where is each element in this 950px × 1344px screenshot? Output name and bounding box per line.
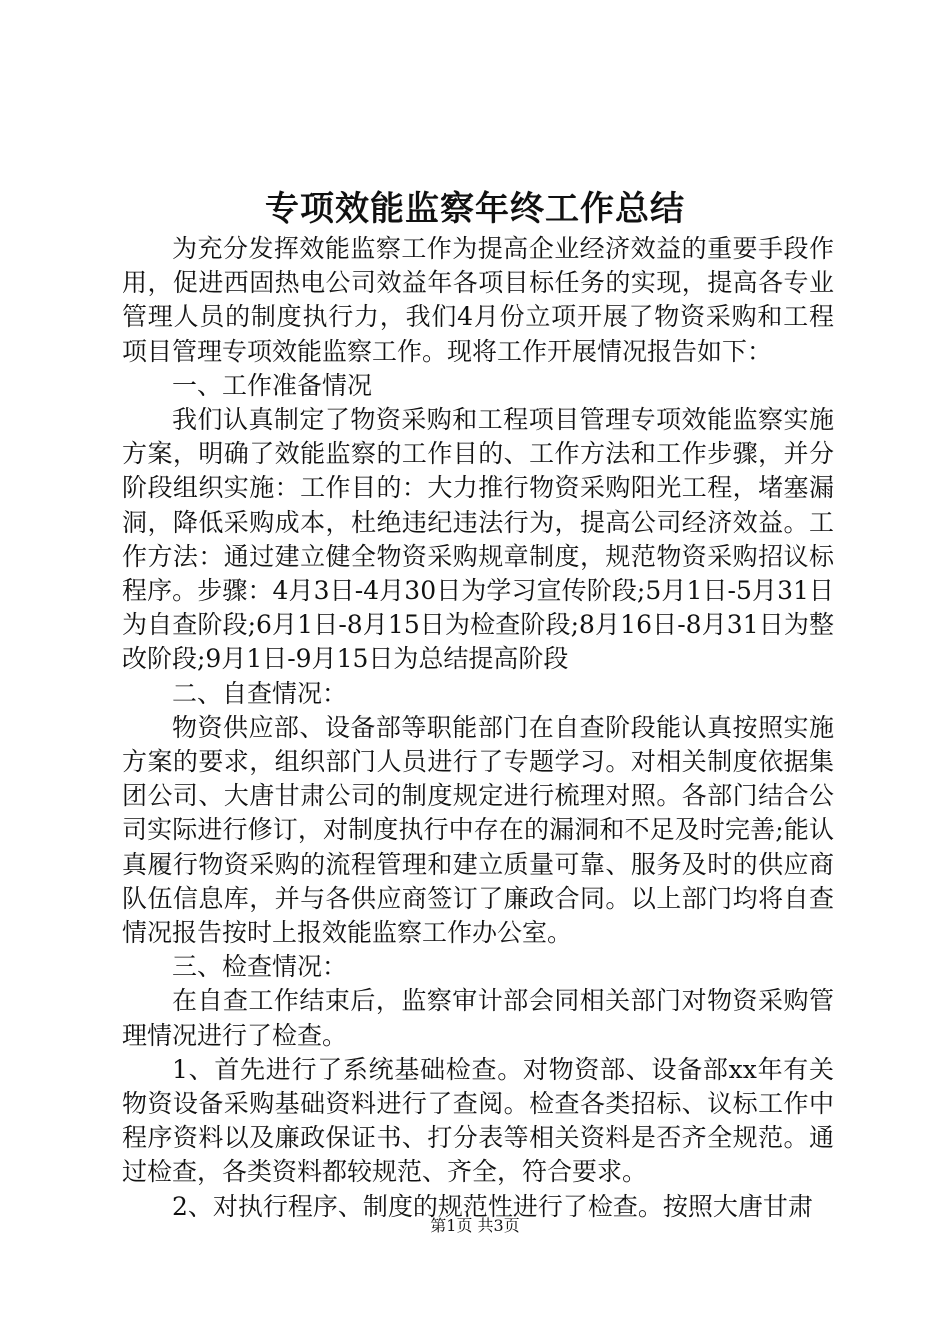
paragraph-inspection-item-2: 2、对执行程序、制度的规范性进行了检查。按照大唐甘肃 xyxy=(172,1191,813,1221)
section-heading-preparation: 一、工作准备情况 xyxy=(172,370,373,400)
document-body xyxy=(122,232,834,1224)
paragraph-inspection: 在自查工作结束后，监察审计部会同相关部门对物资采购管理情况进行了检查。 xyxy=(122,986,834,1050)
page-footer: 第1页 共3页 xyxy=(430,1216,520,1235)
section-heading-self-check: 二、自查情况： xyxy=(172,678,348,708)
document-title: 专项效能监察年终工作总结 xyxy=(265,189,685,229)
paragraph-preparation: 我们认真制定了物资采购和工程项目管理专项效能监察实施方案，明确了效能监察的工作目的、工作方法和工作步骤，并分阶段组织实施：工作目的：大力推行物资采购阳光工程，堵塞漏洞，降低采购成本，杜绝违纪违法行为，提高公司经济效益。工作方法：通过建立健全物资采购规章制度，规范物资采购招议标程序。步骤：4月3日-4月30日为学习宣传阶段;5月1日-5月31日为自查阶段;6月1日-8月15日为检查阶段;8月16日-8月31日为整改阶段;9月1日-9月15日为总结提高阶段 xyxy=(122,405,834,674)
paragraph-self-check: 物资供应部、设备部等职能部门在自查阶段能认真按照实施方案的要求，组织部门人员进行了专题学习。对相关制度依据集团公司、大唐甘肃公司的制度规定进行梳理对照。各部门结合公司实际进行修订，对制度执行中存在的漏洞和不足及时完善;能认真履行物资采购的流程管理和建立质量可靠、服务及时的供应商队伍信息库，并与各供应商签订了廉政合同。以上部门均将自查情况报告按时上报效能监察工作办公室。 xyxy=(122,712,834,948)
paragraph-inspection-item-1: 1、首先进行了系统基础检查。对物资部、设备部xx年有关物资设备采购基础资料进行了查阅。检查各类招标、议标工作中程序资料以及廉政保证书、打分表等相关资料是否齐全规范。通过检查，各类资料都较规范、齐全，符合要求。 xyxy=(122,1054,834,1187)
paragraph-intro: 为充分发挥效能监察工作为提高企业经济效益的重要手段作用，促进西固热电公司效益年各项目标任务的实现，提高各专业管理人员的制度执行力，我们4月份立项开展了物资采购和工程项目管理专项效能监察工作。现将工作开展情况报告如下： xyxy=(122,234,834,366)
section-heading-inspection: 三、检查情况： xyxy=(172,952,348,982)
